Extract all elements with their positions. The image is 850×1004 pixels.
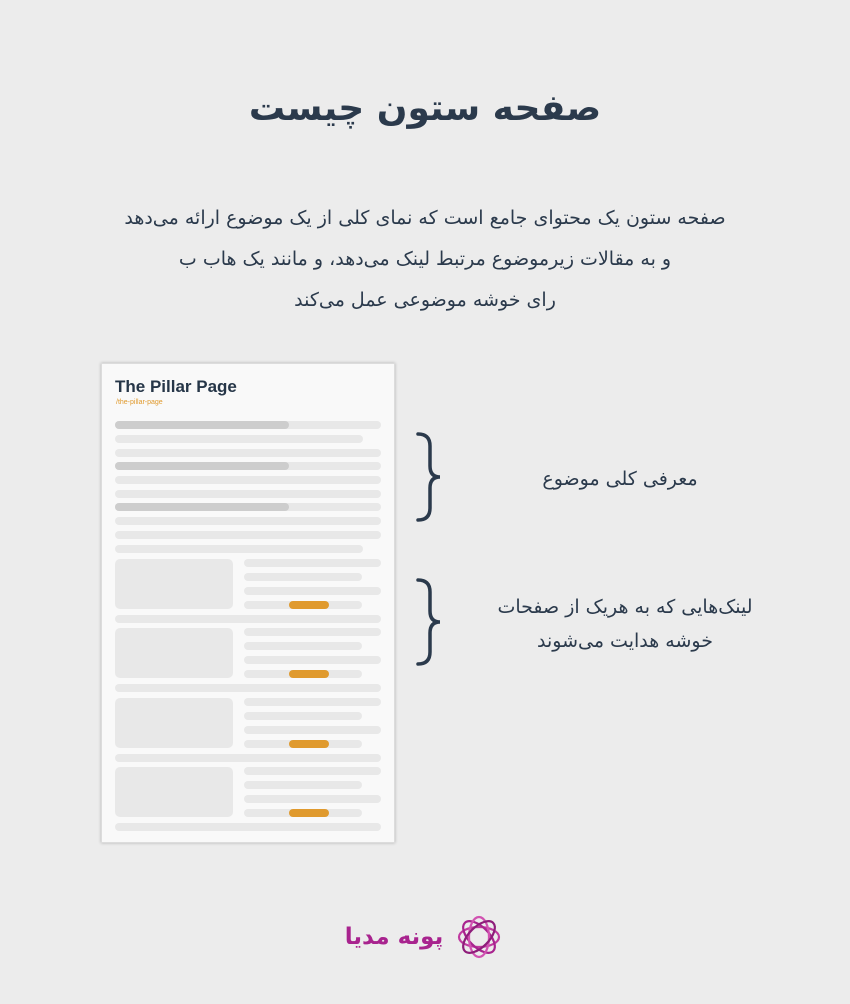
text-line-highlight bbox=[115, 503, 289, 511]
card-text-line bbox=[244, 781, 362, 789]
card-thumbnail bbox=[115, 628, 233, 678]
brace-icon-links bbox=[410, 578, 450, 666]
text-line-highlight bbox=[115, 462, 289, 470]
page-title: صفحه ستون چیست bbox=[248, 88, 602, 129]
text-line bbox=[115, 545, 363, 553]
text-line bbox=[115, 435, 363, 443]
card-text-line bbox=[244, 559, 381, 567]
intro-line-3: رای خوشه موضوعی عمل می‌کند bbox=[294, 289, 556, 311]
intro-paragraph bbox=[40, 198, 810, 321]
text-line bbox=[115, 531, 381, 539]
card-link-button bbox=[289, 670, 329, 678]
text-line bbox=[115, 476, 381, 484]
text-line-highlight bbox=[115, 421, 289, 429]
card-text-line bbox=[244, 726, 381, 734]
separator-line bbox=[115, 615, 381, 623]
separator-line bbox=[115, 754, 381, 762]
card-text-line bbox=[244, 642, 362, 650]
card-thumbnail bbox=[115, 559, 233, 609]
flower-logo-icon bbox=[453, 911, 505, 963]
links-label-line-1: لینک‌هایی که به هریک از صفحات bbox=[497, 596, 753, 618]
text-line bbox=[115, 490, 381, 498]
text-line bbox=[115, 449, 381, 457]
card-text-line bbox=[244, 628, 381, 636]
brace-icon-overview bbox=[410, 432, 450, 522]
pillar-page-mockup bbox=[101, 363, 395, 843]
mockup-url: /the-pillar-page bbox=[116, 399, 163, 406]
card-text-line bbox=[244, 698, 381, 706]
text-line bbox=[115, 517, 381, 525]
brand-logo bbox=[0, 912, 850, 962]
separator-line bbox=[115, 684, 381, 692]
card-text-line bbox=[244, 795, 381, 803]
card-text-line bbox=[244, 587, 381, 595]
card-text-line bbox=[244, 767, 381, 775]
card-text-line bbox=[244, 712, 362, 720]
card-text-line bbox=[244, 573, 362, 581]
card-thumbnail bbox=[115, 767, 233, 817]
overview-label-text: معرفی کلی موضوع bbox=[542, 468, 698, 490]
card-link-button bbox=[289, 601, 329, 609]
intro-line-1: صفحه ستون یک محتوای جامع است که نمای کلی از یک موضوع ارائه می‌دهد bbox=[124, 207, 726, 229]
links-label bbox=[455, 590, 795, 658]
intro-line-2: و به مقالات زیرموضوع مرتبط لینک می‌دهد، و مانند یک هاب ب bbox=[178, 248, 672, 270]
card-link-button bbox=[289, 740, 329, 748]
card-link-button bbox=[289, 809, 329, 817]
mockup-title: The Pillar Page bbox=[115, 377, 237, 396]
card-text-line bbox=[244, 656, 381, 664]
separator-line bbox=[115, 823, 381, 831]
card-thumbnail bbox=[115, 698, 233, 748]
overview-label bbox=[500, 462, 740, 496]
links-label-line-2: خوشه هدایت می‌شوند bbox=[537, 630, 713, 652]
brand-name: پونه مدیا bbox=[344, 924, 444, 950]
